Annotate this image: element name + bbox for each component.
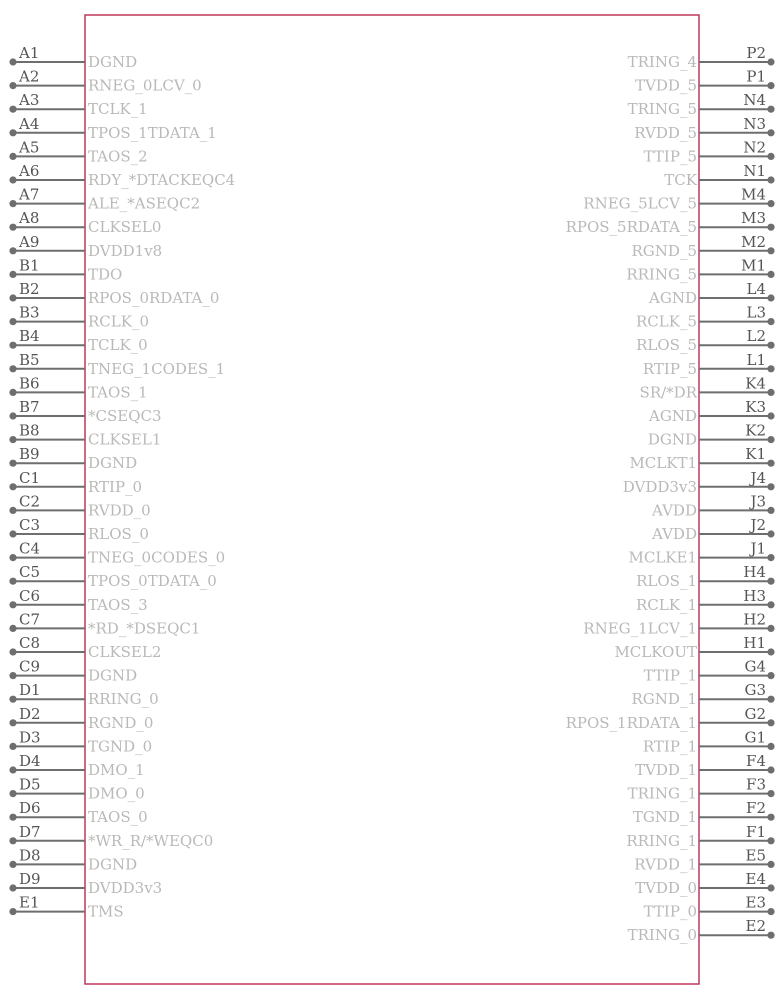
pin-number: F4 <box>746 752 766 770</box>
pin-number: E1 <box>19 893 40 912</box>
pin-terminal-dot <box>9 554 16 561</box>
pin-number: G1 <box>744 728 766 747</box>
pin-signal-name: TAOS_2 <box>88 147 148 166</box>
pin-terminal-dot <box>767 412 774 419</box>
pin-signal-name: TNEG_0CODES_0 <box>88 548 226 567</box>
pin-number: D7 <box>19 822 41 841</box>
pin-number: L4 <box>746 280 766 298</box>
pin-signal-name: TPOS_1TDATA_1 <box>88 123 217 142</box>
pin-signal-name: TVDD_1 <box>635 761 697 779</box>
pin-signal-name: TPOS_0TDATA_0 <box>88 572 217 591</box>
pin-number: J3 <box>750 492 766 511</box>
pin-number: A7 <box>19 185 40 204</box>
pin-number: B8 <box>19 421 40 440</box>
pin-terminal-dot <box>9 790 16 797</box>
pin-terminal-dot <box>767 814 774 821</box>
pin-number: D4 <box>19 752 41 770</box>
pin-signal-name: TTIP_5 <box>643 147 697 166</box>
pin-signal-name: TRING_1 <box>627 784 697 803</box>
pin-signal-name: TAOS_0 <box>88 808 148 827</box>
pin-b5 <box>9 351 225 378</box>
pin-number: D6 <box>19 799 41 818</box>
pin-terminal-dot <box>767 224 774 231</box>
pin-signal-name: CLKSEL2 <box>88 643 162 661</box>
pin-terminal-dot <box>767 908 774 915</box>
pin-signal-name: *RD_*DSEQC1 <box>88 619 201 638</box>
pin-terminal-dot <box>767 58 774 65</box>
pin-number: K1 <box>745 445 766 464</box>
pin-number: N2 <box>743 138 766 157</box>
pin-signal-name: SR/*DR <box>639 383 697 402</box>
pin-number: E3 <box>745 893 766 912</box>
pin-terminal-dot <box>767 932 774 939</box>
pin-terminal-dot <box>767 790 774 797</box>
pin-a4 <box>9 115 216 142</box>
pin-number: P2 <box>746 44 766 62</box>
pin-terminal-dot <box>767 837 774 844</box>
pin-number: H3 <box>743 586 766 605</box>
pin-signal-name: RLOS_0 <box>88 525 149 543</box>
pin-terminal-dot <box>9 271 16 278</box>
pin-signal-name: RCLK_1 <box>636 595 697 614</box>
pin-terminal-dot <box>9 129 16 136</box>
pin-signal-name: AVDD <box>652 501 697 520</box>
pin-terminal-dot <box>767 200 774 207</box>
pin-signal-name: TGND_0 <box>88 737 153 756</box>
pin-number: B3 <box>19 303 40 322</box>
pin-terminal-dot <box>9 837 16 844</box>
pin-number: D2 <box>19 704 41 723</box>
pin-terminal-dot <box>9 412 16 419</box>
pin-signal-name: MCLKT1 <box>629 454 697 473</box>
pin-number: D3 <box>19 728 41 747</box>
pin-number: F2 <box>746 799 766 818</box>
pin-c5 <box>9 563 216 590</box>
pin-terminal-dot <box>9 507 16 514</box>
pin-signal-name: TAOS_3 <box>88 595 148 614</box>
pin-number: D5 <box>19 775 41 794</box>
pin-number: C9 <box>19 657 41 676</box>
pin-terminal-dot <box>9 908 16 915</box>
pin-terminal-dot <box>9 318 16 325</box>
pin-terminal-dot <box>9 743 16 750</box>
pin-terminal-dot <box>767 389 774 396</box>
pin-terminal-dot <box>9 766 16 773</box>
pin-number: C1 <box>19 468 41 487</box>
pin-terminal-dot <box>9 625 16 632</box>
pin-number: C8 <box>19 634 41 652</box>
pin-signal-name: MCLKOUT <box>614 643 697 661</box>
pin-terminal-dot <box>767 365 774 372</box>
pin-signal-name: RNEG_5LCV_5 <box>583 194 697 213</box>
pin-signal-name: RDY_*DTACKEQC4 <box>88 171 236 189</box>
pin-number: A1 <box>19 44 40 62</box>
pin-number: B9 <box>19 445 40 464</box>
pin-terminal-dot <box>9 176 16 183</box>
pin-terminal-dot <box>767 625 774 632</box>
pin-number: K3 <box>745 398 766 416</box>
pin-terminal-dot <box>9 106 16 113</box>
pin-number: G3 <box>744 681 766 700</box>
pin-signal-name: RCLK_5 <box>636 312 697 331</box>
pin-terminal-dot <box>9 719 16 726</box>
pin-number: A5 <box>19 138 40 157</box>
pin-signal-name: CLKSEL1 <box>88 430 162 449</box>
pin-number: A3 <box>19 91 40 110</box>
pin-number: J2 <box>750 516 766 534</box>
pin-terminal-dot <box>767 342 774 349</box>
pin-number: H4 <box>743 563 766 582</box>
pin-signal-name: TVDD_0 <box>635 879 697 897</box>
pin-terminal-dot <box>767 106 774 113</box>
pin-signal-name: DGND <box>88 855 138 874</box>
pin-terminal-dot <box>767 554 774 561</box>
pin-terminal-dot <box>767 129 774 136</box>
pin-number: C6 <box>19 586 41 605</box>
pin-terminal-dot <box>9 601 16 608</box>
pin-terminal-dot <box>767 318 774 325</box>
pin-signal-name: DVDD3v3 <box>622 477 697 496</box>
pin-signal-name: RGND_5 <box>631 241 697 260</box>
pin-signal-name: TTIP_1 <box>643 666 697 685</box>
pin-e2 <box>628 917 775 944</box>
pin-signal-name: AGND <box>649 289 697 307</box>
pin-signal-name: RGND_0 <box>88 713 154 732</box>
pin-terminal-dot <box>9 224 16 231</box>
pin-terminal-dot <box>767 507 774 514</box>
pin-signal-name: DMO_1 <box>88 761 145 779</box>
pin-number: D8 <box>19 846 41 865</box>
pin-signal-name: TAOS_1 <box>88 383 148 402</box>
pin-signal-name: RLOS_5 <box>636 336 697 355</box>
pin-signal-name: RTIP_5 <box>642 359 697 378</box>
pin-terminal-dot <box>9 389 16 396</box>
pin-number: M3 <box>741 209 766 228</box>
pin-signal-name: TMS <box>88 902 124 921</box>
pin-signal-name: RTIP_0 <box>88 477 143 496</box>
pin-signal-name: TCK <box>664 171 697 189</box>
left-pin-group <box>9 44 235 921</box>
pin-terminal-dot <box>767 294 774 301</box>
pin-number: G2 <box>744 704 766 723</box>
pin-terminal-dot <box>9 82 16 89</box>
pin-number: G4 <box>744 657 766 676</box>
pin-terminal-dot <box>767 696 774 703</box>
pin-terminal-dot <box>9 530 16 537</box>
pin-terminal-dot <box>767 271 774 278</box>
pin-number: C4 <box>19 539 41 558</box>
pin-number: J1 <box>750 539 766 558</box>
pin-signal-name: TVDD_5 <box>635 76 697 95</box>
pin-signal-name: DGND <box>647 430 697 449</box>
pin-number: C5 <box>19 563 41 582</box>
pin-terminal-dot <box>767 82 774 89</box>
pin-number: K4 <box>745 374 766 393</box>
pin-signal-name: RRING_1 <box>626 831 697 850</box>
pin-number: C3 <box>19 516 41 534</box>
pin-number: B2 <box>19 280 40 298</box>
pin-terminal-dot <box>9 578 16 585</box>
pin-signal-name: DVDD3v3 <box>88 879 163 897</box>
pin-number: E5 <box>745 846 766 865</box>
pin-number: M1 <box>741 256 766 275</box>
pin-terminal-dot <box>767 601 774 608</box>
pin-number: H2 <box>743 610 766 629</box>
pin-number: L2 <box>746 327 766 346</box>
pin-terminal-dot <box>9 200 16 207</box>
pin-number: A4 <box>19 114 40 133</box>
pin-terminal-dot <box>9 153 16 160</box>
pin-terminal-dot <box>9 483 16 490</box>
pin-signal-name: RPOS_5RDATA_5 <box>565 218 697 237</box>
pin-terminal-dot <box>767 578 774 585</box>
pin-terminal-dot <box>9 342 16 349</box>
pin-signal-name: RNEG_0LCV_0 <box>88 76 202 95</box>
pin-number: A8 <box>19 209 40 228</box>
pin-number: A6 <box>19 162 40 180</box>
pin-terminal-dot <box>9 672 16 679</box>
pin-terminal-dot <box>767 153 774 160</box>
pin-number: N3 <box>743 114 766 133</box>
pin-signal-name: *CSEQC3 <box>88 407 162 425</box>
pin-signal-name: CLKSEL0 <box>88 218 162 237</box>
pin-number: K2 <box>745 421 766 440</box>
pin-signal-name: AGND <box>649 407 697 425</box>
pin-terminal-dot <box>767 884 774 891</box>
pin-signal-name: ALE_*ASEQC2 <box>88 194 201 213</box>
pin-number: D9 <box>19 870 41 888</box>
pin-signal-name: TRING_5 <box>627 100 697 119</box>
pin-signal-name: TRING_4 <box>627 53 697 71</box>
pin-terminal-dot <box>9 460 16 467</box>
pin-terminal-dot <box>767 530 774 537</box>
pin-signal-name: RCLK_0 <box>88 312 149 331</box>
pin-signal-name: DVDD1v8 <box>88 241 163 260</box>
pin-terminal-dot <box>9 648 16 655</box>
pin-number: L3 <box>746 303 766 322</box>
pin-number: E4 <box>745 870 766 888</box>
pin-signal-name: DGND <box>88 666 138 685</box>
pin-signal-name: TGND_1 <box>632 808 697 827</box>
pin-g2 <box>566 705 775 732</box>
pin-signal-name: AVDD <box>652 525 697 543</box>
pin-signal-name: TNEG_1CODES_1 <box>88 359 226 378</box>
pin-number: D1 <box>19 681 41 700</box>
pin-terminal-dot <box>9 365 16 372</box>
pin-number: E2 <box>745 917 766 936</box>
pin-number: M4 <box>741 185 766 204</box>
pin-number: L1 <box>746 350 766 369</box>
pin-signal-name: RVDD_0 <box>88 501 151 520</box>
pin-signal-name: DGND <box>88 454 138 473</box>
pin-a6 <box>9 162 235 189</box>
pin-terminal-dot <box>767 672 774 679</box>
pin-number: A9 <box>19 232 40 251</box>
pin-signal-name: RGND_1 <box>631 690 697 709</box>
pin-terminal-dot <box>767 648 774 655</box>
pin-signal-name: RLOS_1 <box>636 572 697 591</box>
pin-signal-name: TCLK_1 <box>88 100 148 119</box>
pin-terminal-dot <box>9 247 16 254</box>
pin-number: C2 <box>19 492 41 511</box>
pin-signal-name: RVDD_5 <box>634 123 697 142</box>
pin-signal-name: DMO_0 <box>88 784 145 803</box>
pin-number: J4 <box>750 468 766 487</box>
pin-number: B1 <box>19 256 40 275</box>
pin-e1 <box>9 894 123 921</box>
pin-terminal-dot <box>9 861 16 868</box>
pin-signal-name: DGND <box>88 53 138 71</box>
pin-terminal-dot <box>767 743 774 750</box>
pin-terminal-dot <box>767 719 774 726</box>
pin-number: B6 <box>19 374 40 393</box>
pin-number: B4 <box>19 327 40 346</box>
pin-number: P1 <box>746 67 766 86</box>
pin-signal-name: TDO <box>88 265 123 284</box>
pin-number: B5 <box>19 350 40 369</box>
pin-signal-name: RPOS_0RDATA_0 <box>88 289 220 307</box>
pin-terminal-dot <box>767 766 774 773</box>
pin-signal-name: RRING_0 <box>88 690 159 709</box>
right-pin-group <box>566 44 775 944</box>
pin-signal-name: RPOS_1RDATA_1 <box>565 713 697 732</box>
pin-terminal-dot <box>767 176 774 183</box>
pin-signal-name: RNEG_1LCV_1 <box>583 619 697 638</box>
pin-number: F1 <box>746 822 766 841</box>
pin-number: F3 <box>746 775 766 794</box>
pin-signal-name: TTIP_0 <box>643 902 697 921</box>
pin-terminal-dot <box>9 294 16 301</box>
pin-number: C7 <box>19 610 41 629</box>
pin-terminal-dot <box>9 436 16 443</box>
pin-signal-name: RTIP_1 <box>642 737 697 756</box>
pin-c4 <box>9 540 225 567</box>
pin-number: B7 <box>19 398 40 416</box>
pin-terminal-dot <box>767 483 774 490</box>
pin-number: M2 <box>741 232 766 251</box>
pin-terminal-dot <box>9 884 16 891</box>
pin-signal-name: RRING_5 <box>626 265 697 284</box>
pin-signal-name: RVDD_1 <box>634 855 697 874</box>
pin-b2 <box>9 280 219 307</box>
pin-number: N1 <box>743 162 766 180</box>
pin-number: A2 <box>19 67 40 86</box>
pin-signal-name: TCLK_0 <box>88 336 148 355</box>
pin-terminal-dot <box>9 814 16 821</box>
pin-terminal-dot <box>767 247 774 254</box>
pin-number: H1 <box>743 634 766 652</box>
pin-signal-name: *WR_R/*WEQC0 <box>88 831 214 850</box>
pin-signal-name: TRING_0 <box>627 926 697 945</box>
pin-number: N4 <box>743 91 766 110</box>
pin-terminal-dot <box>767 436 774 443</box>
pin-terminal-dot <box>767 460 774 467</box>
pin-terminal-dot <box>9 58 16 65</box>
pin-signal-name: MCLKE1 <box>628 548 697 567</box>
pin-terminal-dot <box>9 696 16 703</box>
pin-terminal-dot <box>767 861 774 868</box>
